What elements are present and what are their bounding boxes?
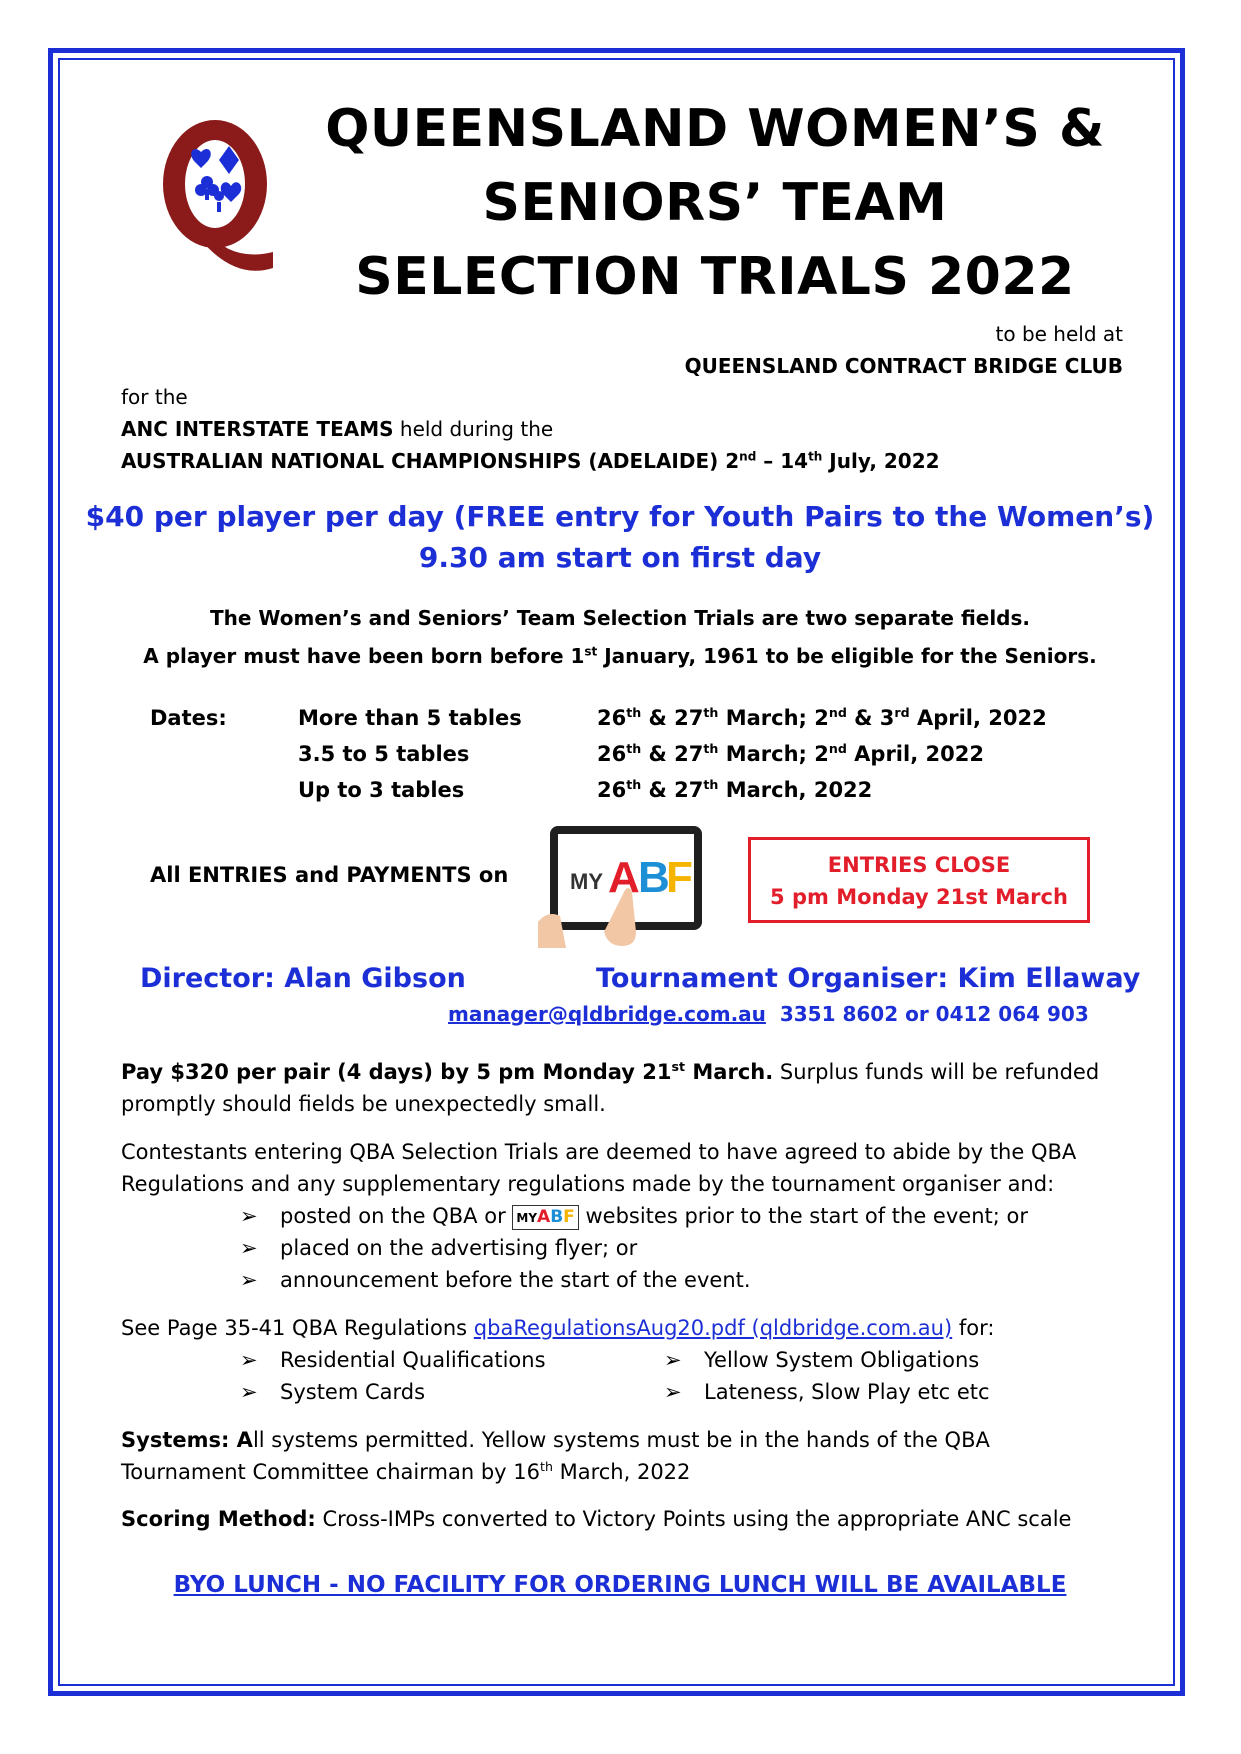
rules-line-2: A player must have been born before 1st January, 1961 to be eligible for the Seniors. <box>143 644 1097 668</box>
page-title <box>300 92 1130 314</box>
dates-tables: More than 5 tables <box>298 706 522 730</box>
dates-tables: Up to 3 tables <box>298 778 465 802</box>
byo-lunch-notice: BYO LUNCH - NO FACILITY FOR ORDERING LUNCH WILL BE AVAILABLE <box>173 1572 1067 1598</box>
event-teams: ANC INTERSTATE TEAMS <box>121 417 394 441</box>
event-championships: AUSTRALIAN NATIONAL CHAMPIONSHIPS (ADELAIDE) 2nd – 14th July, 2022 <box>121 449 940 473</box>
qba-logo-icon <box>155 112 275 282</box>
dates-when: 26th & 27th March; 2nd & 3rd April, 2022 <box>597 705 1047 730</box>
venue <box>685 318 1123 382</box>
for-the: for the <box>121 385 188 409</box>
svg-text:F: F <box>666 853 693 902</box>
entries-close-box <box>748 837 1090 923</box>
organiser-email-link[interactable]: manager@qldbridge.com.au <box>448 1002 766 1026</box>
list-item: ➢ Yellow System Obligations <box>664 1348 980 1372</box>
entries-close-title: ENTRIES CLOSE <box>827 853 1011 877</box>
event-held-during: held during the <box>393 417 554 441</box>
svg-text:B: B <box>638 853 670 902</box>
entries-label: All ENTRIES and PAYMENTS on <box>150 863 509 887</box>
event-intro <box>121 381 940 477</box>
list-item: ➢ posted on the QBA or MYABF websites prior to the start of the event; or <box>240 1204 1028 1228</box>
organiser-phone: 3351 8602 or 0412 064 903 <box>779 1002 1089 1026</box>
organiser-contact <box>448 1002 1089 1026</box>
venue-club: QUEENSLAND CONTRACT BRIDGE CLUB <box>684 354 1123 378</box>
myabf-tablet-logo <box>538 822 706 950</box>
organiser: Tournament Organiser: Kim Ellaway <box>596 963 1141 994</box>
rules-line-1: The Women’s and Seniors’ Team Selection Trials are two separate fields. <box>210 606 1030 630</box>
contestants-paragraph: Contestants entering QBA Selection Trials are deemed to have agreed to abide by the QBA Regulations and any supplementary regulations made by the tournament organiser and: <box>121 1140 1077 1196</box>
dates-when: 26th & 27th March; 2nd April, 2022 <box>597 741 984 766</box>
list-item: ➢ Lateness, Slow Play etc etc <box>664 1380 990 1404</box>
list-item: ➢ Residential Qualifications <box>240 1348 546 1372</box>
start-time-line: 9.30 am start on first day <box>418 541 822 574</box>
list-item: ➢ announcement before the start of the event. <box>240 1268 751 1292</box>
list-item: ➢ placed on the advertising flyer; or <box>240 1236 638 1260</box>
scoring-paragraph: Scoring Method: Cross-IMPs converted to Victory Points using the appropriate ANC scale <box>121 1507 1072 1531</box>
title-line-2: SENIORS’ TEAM <box>482 173 948 233</box>
fee-line: $40 per player per day (FREE entry for Youth Pairs to the Women’s) <box>85 500 1155 533</box>
title-line-1: QUEENSLAND WOMEN’S & <box>325 99 1105 159</box>
logo-my-text: MY <box>570 869 603 894</box>
venue-prefix: to be held at <box>995 322 1123 346</box>
director: Director: Alan Gibson <box>140 963 466 994</box>
title-line-3: SELECTION TRIALS 2022 <box>355 247 1075 307</box>
see-page-paragraph: See Page 35-41 QBA Regulations qbaRegulationsAug20.pdf (qldbridge.com.au) for: <box>121 1316 995 1340</box>
entries-close-time: 5 pm Monday 21st March <box>770 885 1068 909</box>
dates-when: 26th & 27th March, 2022 <box>597 777 873 802</box>
mini-myabf-logo: MYABF <box>512 1205 578 1230</box>
regulations-link[interactable]: qbaRegulationsAug20.pdf (qldbridge.com.au) <box>473 1316 953 1340</box>
svg-text:A: A <box>608 853 640 902</box>
systems-paragraph: Systems: All systems permitted. Yellow systems must be in the hands of the QBA Tournament Committee chairman by 16th March, 2022 <box>121 1428 990 1484</box>
dates-tables: 3.5 to 5 tables <box>298 742 470 766</box>
payment-paragraph: Pay $320 per pair (4 days) by 5 pm Monday 21st March. Surplus funds will be refunded promptly should fields be unexpectedly small. <box>121 1059 1100 1116</box>
list-item: ➢ System Cards <box>240 1380 426 1404</box>
dates-label: Dates: <box>150 706 227 730</box>
